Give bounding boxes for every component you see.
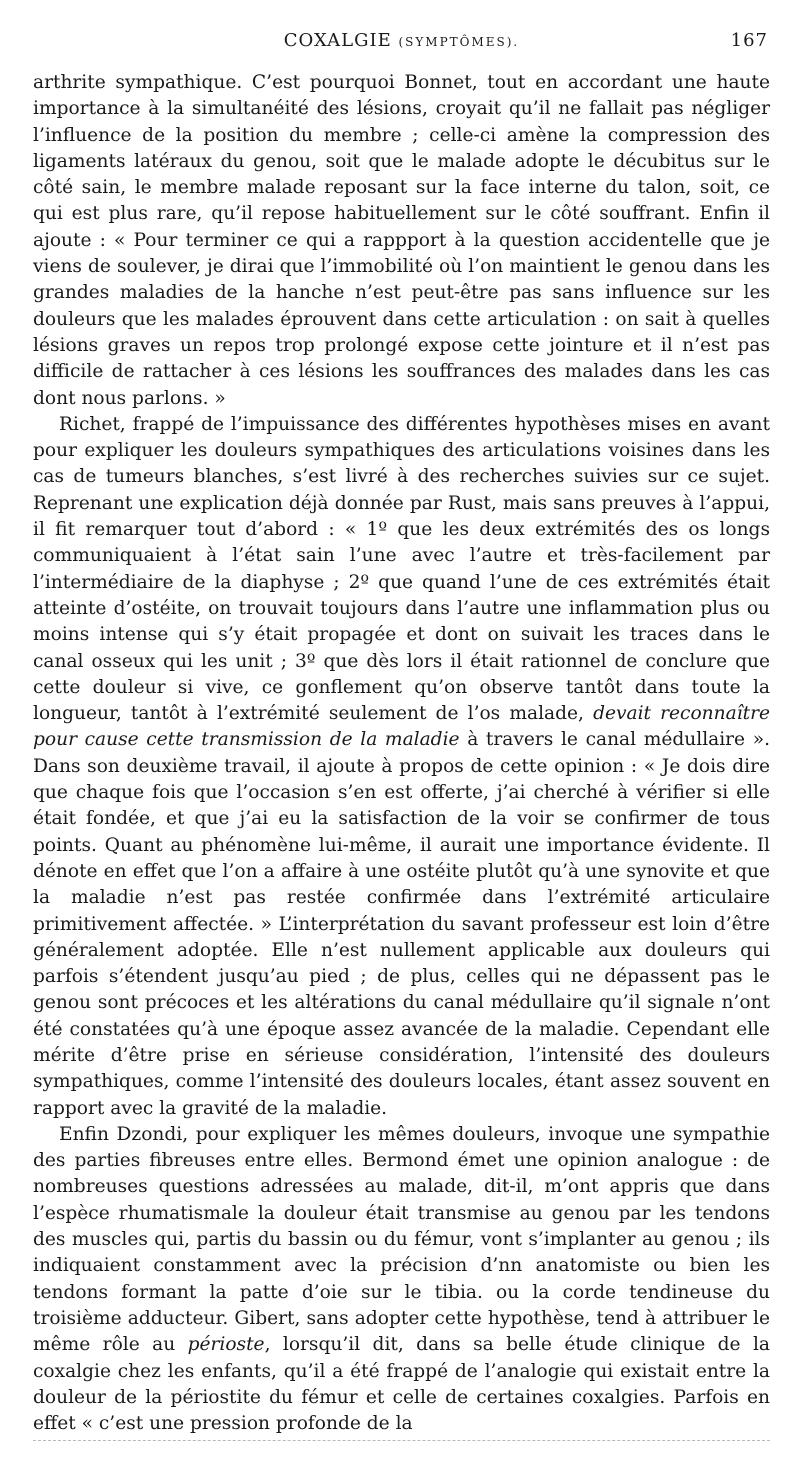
footer-rule [33, 1440, 770, 1441]
paragraph-2-text-cont: à travers le canal médullaire ». Dans son deuxième travail, il ajoute à propos de cette opinion : « Je dois dire que chaque fois que l’occasion s’en est offerte, j’ai cherché à vérifier si elle était fondée, et que j’ai eu la satisfaction de la voir se confirmer de tous points. Quant au phénomène lui-même, il aurait une importance évidente. Il dénote en effet que l’on a affaire à une ostéite plutôt qu’à une synovite et que la maladie n’est pas restée confirmée dans l’extrémité articulaire primitivement affectée. » L’interprétation du savant professeur est loin d’être généralement adoptée. Elle n’est nullement applicable aux douleurs qui parfois s’étendent jusqu’au pied ; de plus, celles qui ne dépassent pas le genou sont précoces et les altérations du canal médullaire qu’il signale n’ont été constatées qu’à une époque assez avancée de la maladie. Cependant elle mérite d’être prise en sérieuse considération, l’intensité des douleurs sympathiques, comme l’intensité des douleurs locales, étant assez souvent en rapport avec la gravité de la maladie. [33, 729, 770, 1119]
body-text [33, 70, 770, 1437]
page-header [33, 30, 770, 70]
paragraph-3-text: Enfin Dzondi, pour expliquer les mêmes douleurs, invoque une sympathie des parties fibreuses entre elles. Bermond émet une opinion analogue : de nombreuses questions adressées au malade, dit-il, m’ont appris que dans l’espèce rhumatismale la douleur était transmise au genou par les tendons des muscles qui, partis du bassin ou du fémur, vont s’implanter au genou ; ils indiquaient constamment avec la précision d’nn anatomiste ou bien les tendons formant la patte d’oie sur le tibia. ou la corde tendineuse du troisième adducteur. Gibert, sans adopter cette hypothèse, tend à attribuer le même rôle au [33, 1123, 770, 1356]
paragraph-3-text-cont: , lorsqu’il dit, dans sa belle étude clinique de la coxalgie chez les enfants, qu’il a été frappé de l’analogie qui existait entre la douleur de la périostite du fémur et celle de certaines coxalgies. Parfois en effet « c’est une pression profonde de la [33, 1334, 770, 1435]
paragraph-3 [33, 1122, 770, 1438]
page-number: 167 [730, 30, 768, 51]
paragraph-2-italic-phrase: devait reconnaître pour cause cette transmission de la maladie [33, 703, 771, 751]
running-title-main: COXALGIE [283, 30, 392, 51]
running-title-subtitle: (SYMPTÔMES). [398, 35, 520, 49]
paragraph-2 [33, 412, 770, 1122]
paragraph-2-text: Richet, frappé de l’impuissance des différentes hypothèses mises en avant pour expliquer les douleurs sympathiques des articulations voisines dans les cas de tumeurs blanches, s’est livré à des recherches suivies sur ce sujet. Reprenant une explication déjà donnée par Rust, mais sans preuves à l’appui, il fit remarquer tout d’abord : « 1º que les deux extrémités des os longs communiquaient à l’état sain l’une avec l’autre et très-facilement par l’intermédiaire de la diaphyse ; 2º que quand l’une de ces extrémités était atteinte d’ostéite, on trouvait toujours dans l’autre une inflammation plus ou moins intense qui s’y était propagée et dont on suivait les traces dans le canal osseux qui les unit ; 3º que dès lors il était rationnel de conclure que cette douleur si vive, ce gonflement qu’on observe tantôt dans toute la longueur, tantôt à l’extrémité seulement de l’os malade, [33, 413, 770, 725]
running-title [33, 30, 770, 51]
paragraph-1-text: arthrite sympathique. C’est pourquoi Bonnet, tout en accordant une haute importance à la simultanéité des lésions, croyait qu’il ne fallait pas négliger l’influence de la position du membre ; celle-ci amène la compression des ligaments latéraux du genou, soit que le malade adopte le décubitus sur le côté sain, le membre malade reposant sur la face interne du talon, soit, ce qui est plus rare, qu’il repose habituellement sur le côté souffrant. Enfin il ajoute : « Pour terminer ce qui a rappport à la question accidentelle que je viens de soulever, je dirai que l’immobilité où l’on maintient le genou dans les grandes maladies de la hanche n’est peut-être pas sans influence sur les douleurs que les malades éprouvent dans cette articulation : on sait à quelles lésions graves un repos trop prolongé expose cette jointure et il n’est pas difficile de rattacher à ces lésions les souffrances des malades dans les cas dont nous parlons. » [33, 72, 770, 409]
paragraph-3-italic-word: périoste [187, 1334, 265, 1356]
paragraph-1 [33, 70, 770, 412]
